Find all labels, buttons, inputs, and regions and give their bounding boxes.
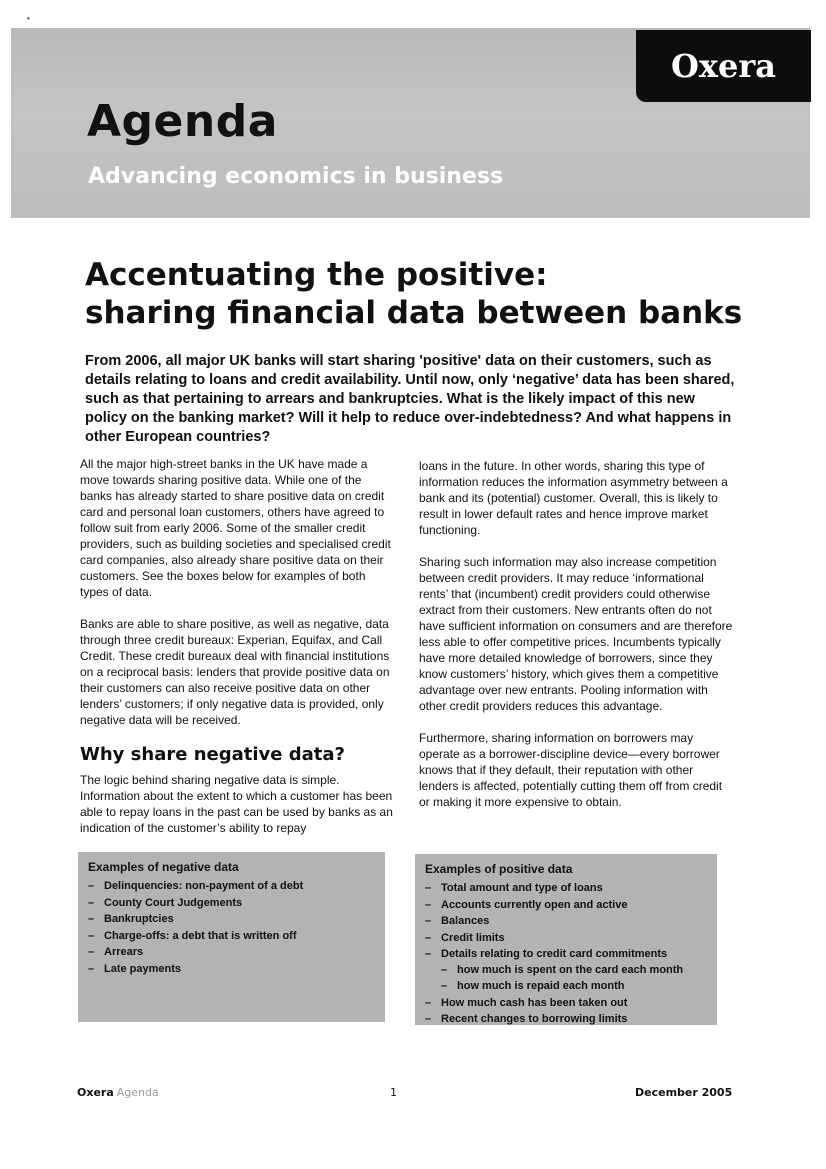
list-item: – Credit limits <box>425 931 707 946</box>
paragraph: Sharing such information may also increase competition between credit providers. It may reduce ‘informational rents’ that (incumbent) credit providers could otherwise extract from their customers. New entrants often do not have sufficient information on consumers and are therefore less able to offer competitive prices. Incumbents typically have more detailed knowledge of borrowers, since they know customers’ history, which gives them a competitive advantage over new entrants. Pooling information with other credit providers reduces this advantage. <box>419 555 733 713</box>
list-item: – Accounts currently open and active <box>425 898 707 913</box>
list-item: – Late payments <box>88 962 375 977</box>
left-column <box>80 456 395 852</box>
list-item: – Recent changes to borrowing limits <box>425 1012 707 1027</box>
list-item: – Bankruptcies <box>88 912 375 927</box>
sub-list-item: – how much is repaid each month <box>441 979 707 994</box>
list-item: – Delinquencies: non-payment of a debt <box>88 879 375 894</box>
positive-data-list <box>425 881 707 1027</box>
list-item: – Total amount and type of loans <box>425 881 707 896</box>
negative-data-list <box>88 879 375 976</box>
footer-brand-name: Oxera <box>77 1086 114 1099</box>
paragraph: loans in the future. In other words, sharing this type of information reduces the information asymmetry between a bank and its (potential) customer. Overall, this is likely to result in lower default rates and hence improve market functioning. <box>419 459 728 537</box>
list-item <box>425 947 707 994</box>
negative-data-box <box>78 852 385 1022</box>
issue-date: December 2005 <box>635 1086 733 1099</box>
sub-list-item: – how much is spent on the card each month <box>441 963 707 978</box>
article-title-line2: sharing financial data between banks <box>85 295 743 331</box>
section-heading: Why share negative data? <box>80 744 345 765</box>
publication-title: Agenda <box>87 96 278 147</box>
page-number: 1 <box>390 1086 397 1099</box>
footer-publication: Agenda <box>116 1086 159 1099</box>
list-item: – Charge-offs: a debt that is written off <box>88 929 375 944</box>
right-column <box>419 458 734 826</box>
oxera-logo <box>636 30 811 102</box>
publication-tagline: Advancing economics in business <box>88 164 504 189</box>
sub-list <box>441 963 707 994</box>
scan-mark: • <box>27 14 30 23</box>
positive-data-box <box>415 854 717 1025</box>
box-title: Examples of negative data <box>88 860 239 874</box>
box-title: Examples of positive data <box>425 862 573 876</box>
paragraph: Furthermore, sharing information on borrowers may operate as a borrower-discipline device—every borrower knows that if they default, their reputation with other lenders is affected, potentially cutting them off from credit or making it more expensive to obtain. <box>419 731 723 809</box>
list-item: – County Court Judgements <box>88 896 375 911</box>
paragraph: The logic behind sharing negative data is simple. Information about the extent to which a customer has been able to repay loans in the past can be used by banks as an indication of the customer’s ability to repay <box>80 773 393 835</box>
list-item: – How much cash has been taken out <box>425 996 707 1011</box>
list-item: – Arrears <box>88 945 375 960</box>
paragraph: All the major high-street banks in the UK have made a move towards sharing positive data. While one of the banks has already started to share positive data on credit card and personal loan customers, others have agreed to follow suit from early 2006. Some of the smaller credit providers, such as building societies and specialised credit card companies, also already share positive data on their customers. See the boxes below for examples of both types of data. <box>80 457 391 599</box>
article-title-line1: Accentuating the positive: <box>85 257 548 293</box>
article-title <box>85 256 765 332</box>
paragraph: Banks are able to share positive, as well as negative, data through three credit bureaux: Experian, Equifax, and Call Credit. These credit bureaux deal with financial institutions on a reciprocal basis: lenders that provide positive data on their customers can also receive positive data on other lenders’ customers; if only negative data is provided, only negative data will be received. <box>80 617 390 727</box>
article-lead: From 2006, all major UK banks will start sharing 'positive' data on their customers, such as details relating to loans and credit availability. Until now, only ‘negative’ data has been shared, such as that pertaining to arrears and bankruptcies. What is the likely impact of this new policy on the banking market? Will it help to reduce over-indebtedness? And what happens in other European countries? <box>85 353 735 445</box>
list-item-text: Details relating to credit card commitments <box>441 948 668 960</box>
footer-brand <box>77 1086 159 1099</box>
logo-text: Oxera <box>671 47 776 85</box>
list-item: – Balances <box>425 914 707 929</box>
